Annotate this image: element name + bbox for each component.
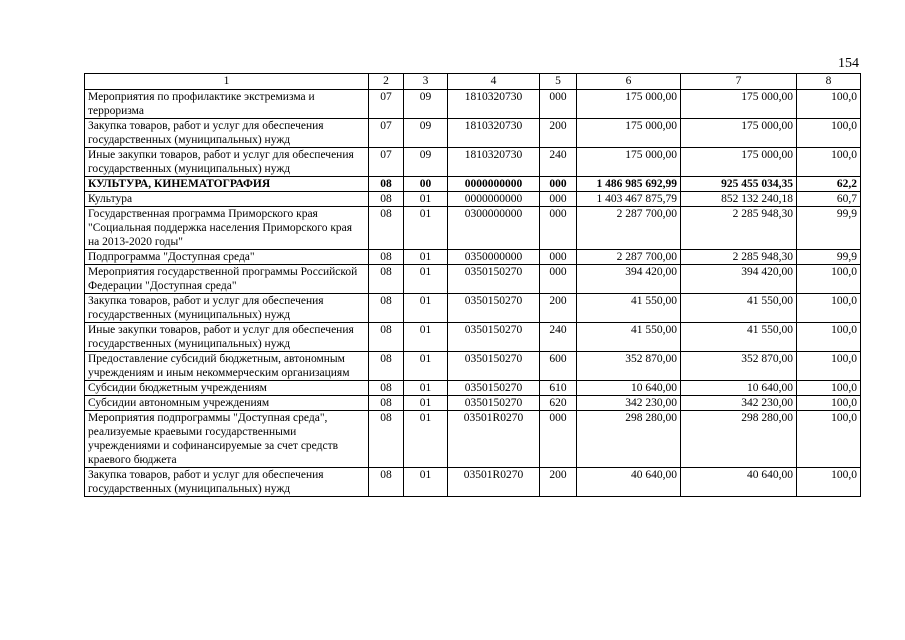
col-7-cell: 175 000,00 xyxy=(681,90,797,119)
header-row xyxy=(85,74,861,90)
col-6-cell: 41 550,00 xyxy=(577,323,681,352)
row-name: Закупка товаров, работ и услуг для обеспечения государственных (муниципальных) нужд xyxy=(85,119,369,148)
col-8-cell: 60,7 xyxy=(797,192,861,207)
row-name: Подпрограмма "Доступная среда" xyxy=(85,250,369,265)
col-4-cell: 1810320730 xyxy=(448,148,540,177)
col-3-cell: 01 xyxy=(404,396,448,411)
row-name: Мероприятия государственной программы Российской Федерации "Доступная среда" xyxy=(85,265,369,294)
col-2-cell: 08 xyxy=(369,411,404,468)
col-5-cell: 000 xyxy=(540,90,577,119)
col-3-cell: 01 xyxy=(404,192,448,207)
col-6-cell: 352 870,00 xyxy=(577,352,681,381)
col-3-cell: 01 xyxy=(404,265,448,294)
col-7-cell: 925 455 034,35 xyxy=(681,177,797,192)
col-3-cell: 01 xyxy=(404,294,448,323)
col-5-cell: 240 xyxy=(540,323,577,352)
col-4-cell: 0350150270 xyxy=(448,294,540,323)
col-4-cell: 0350150270 xyxy=(448,381,540,396)
column-header: 2 xyxy=(369,74,404,90)
col-8-cell: 100,0 xyxy=(797,323,861,352)
column-header: 3 xyxy=(404,74,448,90)
col-4-cell: 0000000000 xyxy=(448,192,540,207)
col-3-cell: 01 xyxy=(404,381,448,396)
row-name: Закупка товаров, работ и услуг для обеспечения государственных (муниципальных) нужд xyxy=(85,468,369,497)
col-3-cell: 01 xyxy=(404,468,448,497)
row-name: КУЛЬТУРА, КИНЕМАТОГРАФИЯ xyxy=(85,177,369,192)
table-row xyxy=(85,119,861,148)
col-3-cell: 01 xyxy=(404,411,448,468)
col-6-cell: 394 420,00 xyxy=(577,265,681,294)
page-number: 154 xyxy=(838,56,859,71)
col-5-cell: 200 xyxy=(540,119,577,148)
table-row xyxy=(85,352,861,381)
column-header: 8 xyxy=(797,74,861,90)
col-2-cell: 08 xyxy=(369,468,404,497)
col-2-cell: 08 xyxy=(369,381,404,396)
col-7-cell: 342 230,00 xyxy=(681,396,797,411)
col-8-cell: 100,0 xyxy=(797,468,861,497)
col-4-cell: 0300000000 xyxy=(448,207,540,250)
col-7-cell: 852 132 240,18 xyxy=(681,192,797,207)
col-4-cell: 03501R0270 xyxy=(448,468,540,497)
col-8-cell: 100,0 xyxy=(797,119,861,148)
col-2-cell: 08 xyxy=(369,177,404,192)
row-name: Предоставление субсидий бюджетным, автономным учреждениям и иным некоммерческим организациям xyxy=(85,352,369,381)
table-row xyxy=(85,411,861,468)
col-7-cell: 394 420,00 xyxy=(681,265,797,294)
col-7-cell: 2 285 948,30 xyxy=(681,250,797,265)
col-3-cell: 09 xyxy=(404,119,448,148)
col-8-cell: 99,9 xyxy=(797,250,861,265)
col-2-cell: 07 xyxy=(369,119,404,148)
col-6-cell: 1 486 985 692,99 xyxy=(577,177,681,192)
col-3-cell: 09 xyxy=(404,148,448,177)
row-name: Субсидии бюджетным учреждениям xyxy=(85,381,369,396)
col-8-cell: 100,0 xyxy=(797,352,861,381)
col-7-cell: 175 000,00 xyxy=(681,148,797,177)
col-8-cell: 62,2 xyxy=(797,177,861,192)
column-header: 1 xyxy=(85,74,369,90)
col-6-cell: 342 230,00 xyxy=(577,396,681,411)
col-7-cell: 175 000,00 xyxy=(681,119,797,148)
row-name: Иные закупки товаров, работ и услуг для обеспечения государственных (муниципальных) нужд xyxy=(85,323,369,352)
col-5-cell: 000 xyxy=(540,192,577,207)
column-header: 7 xyxy=(681,74,797,90)
col-7-cell: 41 550,00 xyxy=(681,294,797,323)
col-5-cell: 000 xyxy=(540,250,577,265)
row-name: Государственная программа Приморского края "Социальная поддержка населения Приморского края на 2013-2020 годы" xyxy=(85,207,369,250)
col-3-cell: 09 xyxy=(404,90,448,119)
col-4-cell: 0350000000 xyxy=(448,250,540,265)
col-6-cell: 41 550,00 xyxy=(577,294,681,323)
row-name: Мероприятия по профилактике экстремизма и терроризма xyxy=(85,90,369,119)
col-2-cell: 08 xyxy=(369,352,404,381)
col-4-cell: 0350150270 xyxy=(448,323,540,352)
col-8-cell: 100,0 xyxy=(797,265,861,294)
col-5-cell: 200 xyxy=(540,294,577,323)
col-2-cell: 08 xyxy=(369,192,404,207)
col-6-cell: 2 287 700,00 xyxy=(577,250,681,265)
table-row xyxy=(85,294,861,323)
col-5-cell: 000 xyxy=(540,411,577,468)
col-5-cell: 000 xyxy=(540,177,577,192)
col-7-cell: 10 640,00 xyxy=(681,381,797,396)
col-6-cell: 175 000,00 xyxy=(577,119,681,148)
row-name: Иные закупки товаров, работ и услуг для обеспечения государственных (муниципальных) нужд xyxy=(85,148,369,177)
table-row xyxy=(85,207,861,250)
col-2-cell: 07 xyxy=(369,90,404,119)
col-5-cell: 610 xyxy=(540,381,577,396)
col-7-cell: 40 640,00 xyxy=(681,468,797,497)
table-row xyxy=(85,468,861,497)
col-5-cell: 600 xyxy=(540,352,577,381)
col-2-cell: 08 xyxy=(369,294,404,323)
row-name: Мероприятия подпрограммы "Доступная среда", реализуемые краевыми государственными учреждениями и софинансируемые за счет средств краевого бюджета xyxy=(85,411,369,468)
row-name: Культура xyxy=(85,192,369,207)
col-3-cell: 01 xyxy=(404,323,448,352)
col-8-cell: 100,0 xyxy=(797,396,861,411)
col-3-cell: 01 xyxy=(404,352,448,381)
table-row xyxy=(85,90,861,119)
col-6-cell: 10 640,00 xyxy=(577,381,681,396)
col-8-cell: 100,0 xyxy=(797,148,861,177)
col-2-cell: 08 xyxy=(369,265,404,294)
col-4-cell: 0000000000 xyxy=(448,177,540,192)
table-row xyxy=(85,396,861,411)
col-5-cell: 000 xyxy=(540,207,577,250)
table-body xyxy=(85,90,861,497)
col-6-cell: 1 403 467 875,79 xyxy=(577,192,681,207)
col-2-cell: 08 xyxy=(369,396,404,411)
col-8-cell: 100,0 xyxy=(797,90,861,119)
col-4-cell: 0350150270 xyxy=(448,265,540,294)
column-header: 4 xyxy=(448,74,540,90)
col-3-cell: 01 xyxy=(404,207,448,250)
col-6-cell: 175 000,00 xyxy=(577,148,681,177)
table-row xyxy=(85,177,861,192)
col-4-cell: 1810320730 xyxy=(448,90,540,119)
col-5-cell: 240 xyxy=(540,148,577,177)
col-8-cell: 100,0 xyxy=(797,294,861,323)
table-row xyxy=(85,148,861,177)
row-name: Закупка товаров, работ и услуг для обеспечения государственных (муниципальных) нужд xyxy=(85,294,369,323)
col-4-cell: 0350150270 xyxy=(448,352,540,381)
col-7-cell: 41 550,00 xyxy=(681,323,797,352)
col-6-cell: 175 000,00 xyxy=(577,90,681,119)
col-2-cell: 07 xyxy=(369,148,404,177)
col-8-cell: 100,0 xyxy=(797,381,861,396)
col-8-cell: 100,0 xyxy=(797,411,861,468)
col-2-cell: 08 xyxy=(369,250,404,265)
col-3-cell: 00 xyxy=(404,177,448,192)
col-5-cell: 620 xyxy=(540,396,577,411)
column-header: 6 xyxy=(577,74,681,90)
col-7-cell: 2 285 948,30 xyxy=(681,207,797,250)
column-header: 5 xyxy=(540,74,577,90)
table-row xyxy=(85,250,861,265)
col-4-cell: 03501R0270 xyxy=(448,411,540,468)
col-3-cell: 01 xyxy=(404,250,448,265)
col-7-cell: 298 280,00 xyxy=(681,411,797,468)
col-2-cell: 08 xyxy=(369,207,404,250)
row-name: Субсидии автономным учреждениям xyxy=(85,396,369,411)
table-row xyxy=(85,192,861,207)
col-4-cell: 0350150270 xyxy=(448,396,540,411)
col-6-cell: 40 640,00 xyxy=(577,468,681,497)
table-row xyxy=(85,381,861,396)
col-4-cell: 1810320730 xyxy=(448,119,540,148)
col-8-cell: 99,9 xyxy=(797,207,861,250)
table-row xyxy=(85,265,861,294)
col-2-cell: 08 xyxy=(369,323,404,352)
col-6-cell: 2 287 700,00 xyxy=(577,207,681,250)
budget-table xyxy=(84,73,861,497)
col-5-cell: 000 xyxy=(540,265,577,294)
col-7-cell: 352 870,00 xyxy=(681,352,797,381)
col-5-cell: 200 xyxy=(540,468,577,497)
table-row xyxy=(85,323,861,352)
col-6-cell: 298 280,00 xyxy=(577,411,681,468)
